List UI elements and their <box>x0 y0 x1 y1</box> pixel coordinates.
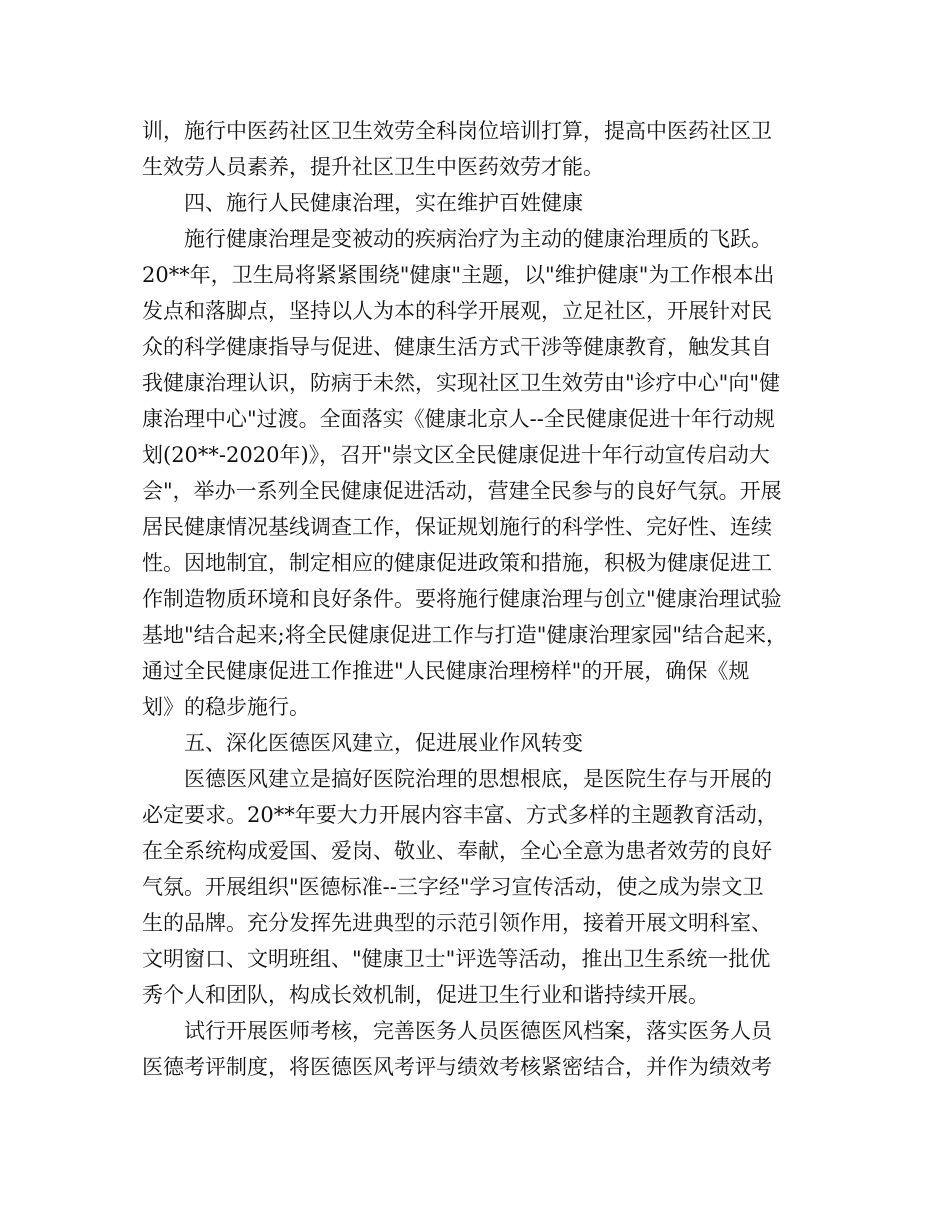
paragraph-line: 众的科学健康指导与促进、健康生活方式干涉等健康教育，触发其自 <box>142 335 772 359</box>
paragraph-line: 划》的稳步施行。 <box>142 695 310 719</box>
paragraph-line: 居民健康情况基线调查工作，保证规划施行的科学性、完好性、连续 <box>142 515 772 539</box>
paragraph-line: 气氛。开展组织"医德标准--三字经"学习宣传活动，使之成为崇文卫 <box>142 875 764 899</box>
paragraph-line: 训，施行中医药社区卫生效劳全科岗位培训打算，提高中医药社区卫 <box>142 119 772 143</box>
paragraph-line: 作制造物质环境和良好条件。要将施行健康治理与创立"健康治理试验 <box>142 587 782 611</box>
paragraph-line: 在全系统构成爱国、爱岗、敬业、奉献，全心全意为患者效劳的良好 <box>142 839 772 863</box>
paragraph-line: 文明窗口、文明班组、"健康卫士"评选等活动，推出卫生系统一批优 <box>142 947 771 971</box>
paragraph-line: 生的品牌。充分发挥先进典型的示范引领作用，接着开展文明科室、 <box>142 911 772 935</box>
paragraph-line: 生效劳人员素养，提升社区卫生中医药效劳才能。 <box>142 155 604 179</box>
paragraph-line: 秀个人和团队，构成长效机制，促进卫生行业和谐持续开展。 <box>142 983 709 1007</box>
paragraph-line: 医德考评制度，将医德医风考评与绩效考核紧密结合，并作为绩效考 <box>142 1055 772 1079</box>
paragraph-line: 试行开展医师考核，完善医务人员医德医风档案，落实医务人员 <box>184 1019 772 1043</box>
paragraph-line: 通过全民健康促进工作推进"人民健康治理榜样"的开展，确保《规 <box>142 659 750 683</box>
paragraph-line: 医德医风建立是搞好医院治理的思想根底，是医院生存与开展的 <box>184 767 772 791</box>
section-heading: 五、深化医德医风建立，促进展业作风转变 <box>184 731 583 755</box>
paragraph-line: 性。因地制宜，制定相应的健康促进政策和措施，积极为健康促进工 <box>142 551 772 575</box>
paragraph-line: 必定要求。20**年要大力开展内容丰富、方式多样的主题教育活动， <box>142 803 778 827</box>
section-heading: 四、施行人民健康治理，实在维护百姓健康 <box>184 191 583 215</box>
paragraph-line: 基地"结合起来;将全民健康促进工作与打造"健康治理家园"结合起来， <box>142 623 788 647</box>
paragraph-line: 康治理中心"过渡。全面落实《健康北京人--全民健康促进十年行动规 <box>142 407 775 431</box>
paragraph-line: 会"，举办一系列全民健康促进活动，营建全民参与的良好气氛。开展 <box>142 479 782 503</box>
paragraph-line: 我健康治理认识，防病于未然，实现社区卫生效劳由"诊疗中心"向"健 <box>142 371 780 395</box>
paragraph-line: 发点和落脚点，坚持以人为本的科学开展观，立足社区，开展针对民 <box>142 299 772 323</box>
paragraph-line: 20**年，卫生局将紧紧围绕"健康"主题，以"维护健康"为工作根本出 <box>142 263 775 287</box>
paragraph-line: 施行健康治理是变被动的疾病治疗为主动的健康治理质的飞跃。 <box>184 227 772 251</box>
paragraph-line: 划(20**-2020年)》，召开"崇文区全民健康促进十年行动宣传启动大 <box>142 443 770 467</box>
